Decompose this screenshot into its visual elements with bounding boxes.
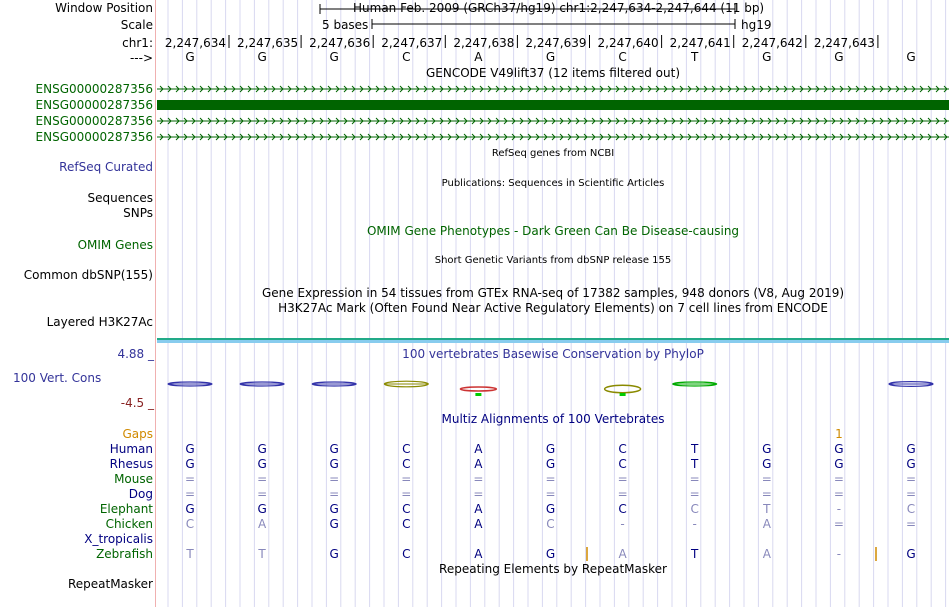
common-dbsnp-label[interactable]: Common dbSNP(155) bbox=[23, 268, 153, 282]
position-label: 2,247,636 bbox=[309, 36, 371, 50]
window-position-label: Window Position bbox=[55, 1, 153, 15]
gencode-item-label[interactable]: ENSG00000287356 bbox=[35, 98, 153, 112]
position-label: 2,247,643 bbox=[813, 36, 875, 50]
alignment-cell: G bbox=[545, 442, 556, 456]
position-label: 2,247,635 bbox=[237, 36, 299, 50]
cons-max-value: 4.88 _ bbox=[117, 347, 154, 361]
alignment-cell: C bbox=[402, 442, 411, 456]
alignment-cell: C bbox=[906, 502, 916, 516]
alignment-cell: G bbox=[329, 457, 339, 471]
reference-base: C bbox=[618, 50, 627, 64]
position-label: 2,247,641 bbox=[669, 36, 731, 50]
species-label[interactable]: Chicken bbox=[105, 517, 153, 531]
snps-label[interactable]: SNPs bbox=[123, 206, 153, 220]
alignment-cell: A bbox=[257, 517, 267, 531]
alignment-cell: = bbox=[761, 487, 772, 501]
alignment-cell: A bbox=[474, 517, 483, 531]
alignment-cell: G bbox=[185, 442, 195, 456]
alignment-cell: A bbox=[762, 547, 771, 561]
alignment-cell: G bbox=[545, 457, 556, 471]
omim-title: OMIM Gene Phenotypes - Dark Green Can Be Disease-causing bbox=[366, 224, 740, 238]
alignment-cell: C bbox=[402, 502, 411, 516]
alignment-cell: C bbox=[546, 517, 555, 531]
position-label: 2,247,638 bbox=[453, 36, 515, 50]
species-label[interactable]: X_tropicalis bbox=[84, 532, 153, 546]
gtex-title: Gene Expression in 54 tissues from GTEx RNA-seq of 17382 samples, 948 donors (V8, Aug 2019) bbox=[261, 286, 845, 300]
alignment-cell: G bbox=[906, 457, 916, 471]
reference-base: G bbox=[762, 50, 772, 64]
reference-base: A bbox=[474, 50, 483, 64]
gencode-exon bbox=[157, 100, 949, 110]
assembly-label: hg19 bbox=[741, 18, 772, 32]
alignment-cell: = bbox=[401, 487, 412, 501]
alignment-cell: A bbox=[474, 502, 483, 516]
repeatmasker-label[interactable]: RepeatMasker bbox=[67, 577, 153, 591]
alignment-cell: - bbox=[692, 517, 697, 531]
species-label[interactable]: Elephant bbox=[99, 502, 153, 516]
gencode-item-label[interactable]: ENSG00000287356 bbox=[35, 130, 153, 144]
alignment-cell: G bbox=[906, 547, 916, 561]
alignment-cell: = bbox=[473, 472, 484, 486]
h3k27ac-title: H3K27Ac Mark (Often Found Near Active Regulatory Elements) on 7 cell lines from ENCODE bbox=[278, 301, 828, 315]
alignment-cell: G bbox=[257, 502, 267, 516]
reference-base: G bbox=[906, 50, 916, 64]
alignment-cell: G bbox=[762, 442, 772, 456]
alignment-cell: T bbox=[691, 547, 699, 561]
alignment-cell: C bbox=[185, 517, 195, 531]
alignment-cell: G bbox=[834, 442, 844, 456]
alignment-cell: = bbox=[833, 487, 844, 501]
alignment-cell: T bbox=[258, 547, 266, 561]
alignment-cell: G bbox=[545, 502, 556, 516]
layered-h3k27ac-label[interactable]: Layered H3K27Ac bbox=[46, 315, 153, 329]
alignment-cell: T bbox=[691, 457, 699, 471]
gencode-item-label[interactable]: ENSG00000287356 bbox=[35, 82, 153, 96]
conservation-glyph bbox=[460, 387, 496, 391]
scale-text: 5 bases bbox=[322, 18, 369, 32]
publications-title: Publications: Sequences in Scientific Articles bbox=[441, 178, 665, 189]
alignment-cell: = bbox=[473, 487, 484, 501]
phylop-title: 100 vertebrates Basewise Conservation by PhyloP bbox=[402, 347, 704, 361]
alignment-cell: A bbox=[474, 457, 483, 471]
alignment-cell: = bbox=[689, 487, 700, 501]
alignment-cell: A bbox=[474, 442, 483, 456]
scale-label: Scale bbox=[120, 18, 153, 32]
multiz-title: Multiz Alignments of 100 Vertebrates bbox=[441, 412, 665, 426]
alignment-cell: = bbox=[761, 472, 772, 486]
alignment-cell: - bbox=[620, 517, 625, 531]
alignment-cell: = bbox=[329, 487, 340, 501]
reference-base: G bbox=[185, 50, 195, 64]
short-variants-title: Short Genetic Variants from dbSNP release 155 bbox=[434, 255, 672, 266]
alignment-cell: = bbox=[329, 472, 340, 486]
alignment-cell: = bbox=[833, 472, 844, 486]
alignment-cell: C bbox=[618, 502, 627, 516]
strand-arrow-label: ---> bbox=[129, 51, 153, 65]
alignment-cell: C bbox=[690, 502, 699, 516]
cons-label[interactable]: 100 Vert. Cons bbox=[13, 371, 102, 385]
alignment-cell: = bbox=[401, 472, 412, 486]
alignment-cell: C bbox=[402, 517, 411, 531]
position-label: 2,247,637 bbox=[381, 36, 443, 50]
gencode-item-label[interactable]: ENSG00000287356 bbox=[35, 114, 153, 128]
alignment-cell: = bbox=[905, 487, 917, 501]
reference-base: G bbox=[545, 50, 556, 64]
refseq-label[interactable]: RefSeq Curated bbox=[59, 160, 153, 174]
alignment-cell: = bbox=[184, 472, 196, 486]
refseq-title: RefSeq genes from NCBI bbox=[491, 148, 615, 159]
conservation-marker bbox=[620, 393, 626, 396]
gencode-title: GENCODE V49lift37 (12 items filtered out) bbox=[425, 66, 681, 80]
position-label: 2,247,642 bbox=[741, 36, 803, 50]
alignment-cell: A bbox=[762, 517, 771, 531]
alignment-cell: G bbox=[257, 442, 267, 456]
alignment-cell: = bbox=[905, 517, 917, 531]
alignment-cell: G bbox=[257, 457, 267, 471]
alignment-cell: G bbox=[329, 442, 339, 456]
alignment-cell: = bbox=[833, 517, 844, 531]
conservation-marker bbox=[475, 393, 481, 396]
reference-base: G bbox=[329, 50, 339, 64]
alignment-cell: = bbox=[617, 472, 628, 486]
position-label: 2,247,634 bbox=[164, 36, 226, 50]
alignment-cell: G bbox=[906, 442, 916, 456]
species-label[interactable]: Dog bbox=[128, 487, 153, 501]
alignment-cell: - bbox=[836, 547, 842, 561]
alignment-cell: C bbox=[402, 457, 411, 471]
alignment-cell: A bbox=[474, 547, 483, 561]
alignment-cell: C bbox=[618, 442, 627, 456]
alignment-cell: G bbox=[329, 502, 339, 516]
alignment-cell: 1 bbox=[835, 427, 843, 441]
h3k27ac-band bbox=[157, 338, 949, 340]
alignment-cell: G bbox=[329, 517, 339, 531]
position-label: 2,247,640 bbox=[597, 36, 659, 50]
sequences-label[interactable]: Sequences bbox=[87, 191, 153, 205]
alignment-cell: = bbox=[617, 487, 628, 501]
position-label: 2,247,639 bbox=[525, 36, 587, 50]
alignment-cell: = bbox=[545, 487, 556, 501]
alignment-cell: G bbox=[329, 547, 339, 561]
alignment-cell: T bbox=[691, 442, 699, 456]
species-label[interactable]: Mouse bbox=[114, 472, 153, 486]
reference-base: C bbox=[402, 50, 411, 64]
alignment-cell: G bbox=[545, 547, 556, 561]
omim-label[interactable]: OMIM Genes bbox=[77, 238, 153, 252]
alignment-cell: = bbox=[257, 472, 268, 486]
alignment-cell: - bbox=[836, 502, 842, 516]
species-label[interactable]: Rhesus bbox=[109, 457, 153, 471]
alignment-cell: T bbox=[763, 502, 771, 516]
cons-min-value: -4.5 _ bbox=[120, 396, 154, 410]
alignment-cell: C bbox=[618, 457, 627, 471]
alignment-cell: C bbox=[402, 547, 411, 561]
alignment-cell: = bbox=[545, 472, 556, 486]
alignment-cell: G bbox=[834, 457, 844, 471]
conservation-glyph bbox=[605, 385, 641, 392]
alignment-cell: G bbox=[762, 457, 772, 471]
alignment-cell: T bbox=[186, 547, 194, 561]
species-label[interactable]: Zebrafish bbox=[96, 547, 153, 561]
alignment-cell: = bbox=[257, 487, 268, 501]
alignment-cell: G bbox=[185, 457, 195, 471]
repeatmasker-title: Repeating Elements by RepeatMasker bbox=[439, 562, 667, 576]
alignment-cell: = bbox=[689, 472, 700, 486]
alignment-cell: G bbox=[185, 502, 195, 516]
window-title: Human Feb. 2009 (GRCh37/hg19) chr1:2,247,634-2,247,644 (11 bp) bbox=[353, 1, 765, 15]
alignment-cell: A bbox=[618, 547, 627, 561]
species-label[interactable]: Gaps bbox=[122, 427, 153, 441]
reference-base: T bbox=[691, 50, 699, 64]
chrom-label: chr1: bbox=[122, 36, 153, 50]
reference-base: G bbox=[834, 50, 844, 64]
alignment-cell: = bbox=[184, 487, 196, 501]
species-label[interactable]: Human bbox=[109, 442, 153, 456]
reference-base: G bbox=[257, 50, 267, 64]
h3k27ac-band-2 bbox=[157, 340, 949, 343]
alignment-cell: = bbox=[905, 472, 917, 486]
